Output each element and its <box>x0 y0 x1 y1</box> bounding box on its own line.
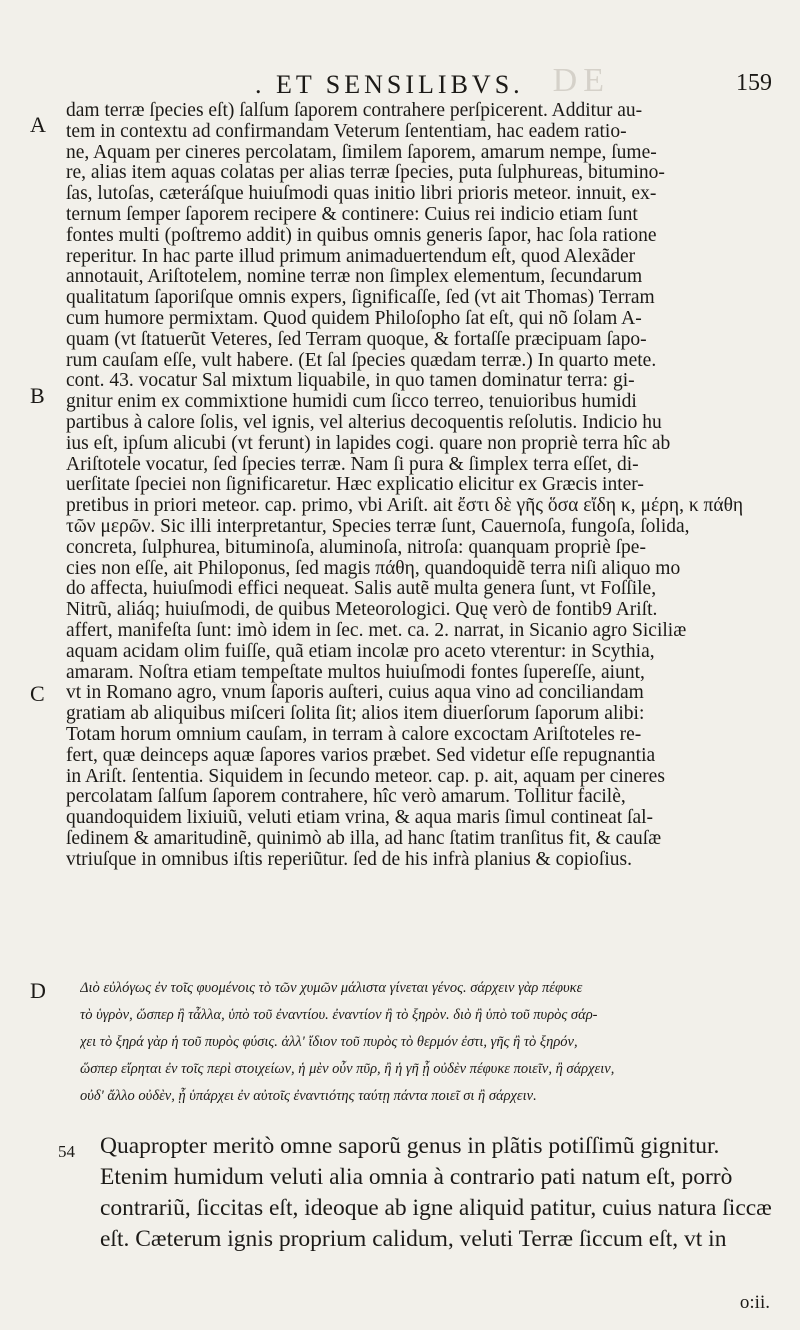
text-line: gratiam ab aliquibus miſceri ſolita ſit; alios item diuerſorum ſaporum alibi: <box>66 704 645 725</box>
text-line: ius eſt, ipſum alicubi (vt ferunt) in lapides cogi. quare non propriè terra hîc ab <box>66 433 671 454</box>
text-line: ternum ſemper ſaporem recipere & continere: Cuius rei indicio etiam ſunt <box>66 204 638 225</box>
text-line: uerſitate ſpeciei non ſignificaretur. Hæc explicatio elicitur ex Græcis inter- <box>66 475 644 496</box>
greek-line: ὥσπερ εἴρηται ἐν τοῖς περὶ στοιχείων, ἡ μὲν οὖν πῦρ, ἢ ἡ γῆ ᾗ οὐδὲν πέφυκε ποιεῖν, ἢ σάρχειν, <box>80 1061 615 1077</box>
catchword: o:ii. <box>739 1292 770 1313</box>
running-head: . ET SENSILIBVS. <box>255 70 524 99</box>
text-line: tem in contextu ad confirmandam Veterum ſententiam, hac eadem ratio- <box>66 121 627 142</box>
text-line: partibus à calore ſolis, vel ignis, vel alterius decoquentis reſolutis. Indicio hu <box>66 412 662 433</box>
translation-line: Etenim humidum veluti alia omnia à contrario pati natum eſt, porrò <box>100 1164 733 1190</box>
greek-line: χει τὸ ξηρά γὰρ ἡ τοῦ πυρὸς φύσις. ἀλλ' ἴδιον τοῦ πυρὸς τὸ θερμόν ἐστι, γῆς ἢ τὸ ξηρόν, <box>80 1034 578 1050</box>
text-line: affert, manifeſta ſunt: imò idem in ſec. met. ca. 2. narrat, in Sicanio agro Siciliæ <box>66 620 687 641</box>
greek-line: Διὸ εὐλόγως ἐν τοῖς φυομένοις τὸ τῶν χυμῶν μάλιστα γίνεται γένος. σάρχειν γὰρ πέφυκε <box>80 980 583 996</box>
text-line: τῶν μερῶν. Sic illi interpretantur, Species terræ ſunt, Cauernoſa, fungoſa, ſolida, <box>66 516 690 537</box>
translation-line: Quapropter meritò omne saporũ genus in plãtis potiſſimũ gignitur. <box>100 1133 720 1159</box>
margin-marker-c: C <box>30 681 45 706</box>
text-line: ne, Aquam per cineres percolatam, ſimilem ſaporem, amarum nempe, ſume- <box>66 142 657 163</box>
section-number: 54 <box>58 1142 75 1161</box>
greek-quotation <box>80 975 780 1110</box>
greek-line: τὸ ὑγρὸν, ὥσπερ ἢ τἆλλα, ὑπὸ τοῦ ἐναντίου. ἐναντίον ἢ τὸ ξηρὸν. διὸ ἢ ὑπὸ τοῦ πυρὸς σάρ- <box>80 1007 598 1023</box>
text-line: cum humore permixtam. Quod quidem Philoſopho ſat eſt, qui nõ ſolam A- <box>66 308 642 329</box>
text-line: vt in Romano agro, vnum ſaporis auſteri, cuius aqua vino ad conciliandam <box>66 683 644 704</box>
text-line: cont. 43. vocatur Sal mixtum liquabile, in quo tamen dominatur terra: gi- <box>66 371 635 392</box>
text-line: re, alias item aquas colatas per alias terræ ſpecies, puta ſulphureas, bitumino- <box>66 163 665 184</box>
text-line: percolatam ſalſum ſaporem contrahere, hîc verò amarum. Tollitur facilè, <box>66 787 626 808</box>
text-line: reperitur. In hac parte illud primum animaduertendum eſt, quod Alexãder <box>66 246 636 267</box>
show-through-text: DE <box>552 62 610 99</box>
margin-marker-d: D <box>30 978 46 1003</box>
text-line: aquam acidam olim fuiſſe, quã etiam incolæ pro aceto vterentur: in Scythia, <box>66 641 655 662</box>
text-line: in Ariſt. ſententia. Siquidem in ſecundo meteor. cap. p. ait, aquam per cineres <box>66 766 665 787</box>
text-line: fontes multi (poſtremo addit) in quibus omnis generis ſapor, hac ſola ratione <box>66 225 657 246</box>
text-line: annotauit, Ariſtotelem, nomine terræ non ſimplex elementum, ſecundarum <box>66 267 643 288</box>
text-line: vtriuſque in omnibus iſtis reperiũtur. ſed de his infrà planius & copioſius. <box>66 849 632 870</box>
text-line: cies non eſſe, ait Philoponus, ſed magis πάθη, quandoquidẽ terra niſi aliquo mo <box>66 558 681 579</box>
text-line: quandoquidem lixiuiũ, veluti etiam vrina, & aqua maris ſimul contineat ſal- <box>66 808 654 829</box>
translation-paragraph <box>100 1131 790 1255</box>
translation-line: contrariũ, ſiccitas eſt, ideoque ab igne aliquid patitur, cuius natura ſiccæ <box>100 1195 772 1221</box>
text-line: gnitur enim ex commixtione humidi cum ſicco terreo, tenuioribus humidi <box>66 392 637 413</box>
text-line: concreta, ſulphurea, bituminoſa, aluminoſa, nitroſa: quanquam propriè ſpe- <box>66 537 646 558</box>
text-line: qualitatum ſaporiſque omnis expers, ſignificaſſe, ſed (vt ait Thomas) Terram <box>66 288 655 309</box>
margin-marker-b: B <box>30 383 45 408</box>
text-line: do affecta, huiuſmodi effici nequeat. Salis autẽ multa genera ſunt, vt Foſſile, <box>66 579 657 600</box>
text-line: rum cauſam eſſe, vult habere. (Et ſal ſpecies quædam terræ.) In quarto mete. <box>66 350 657 371</box>
text-line: Ariſtotele vocatur, ſed ſpecies terræ. Nam ſi pura & ſimplex terra eſſet, di- <box>66 454 639 475</box>
greek-line: οὐδ' ἄλλο οὐδὲν, ᾗ ὑπάρχει ἐν αὐτοῖς ἐναντιότης ταύτῃ πάντα ποιεῖ σι ἢ σάρχειν. <box>80 1088 537 1104</box>
text-line: Nitrũ, aliáq; huiuſmodi, de quibus Meteorologici. Quę verò de fontib9 Ariſt. <box>66 600 658 621</box>
text-line: fert, quæ deinceps aquæ ſapores varios præbet. Sed videtur eſſe repugnantia <box>66 745 656 766</box>
text-line: Totam horum omnium cauſam, in terram à calore excoctam Ariſtoteles re- <box>66 724 642 745</box>
text-line: quam (vt ſtatuerũt Veteres, ſed Terram quoque, & fortaſſe præcipuam ſapo- <box>66 329 647 350</box>
text-line: amaram. Noſtra etiam tempeſtate multos huiuſmodi fontes ſupereſſe, aiunt, <box>66 662 645 683</box>
page-header <box>0 70 800 100</box>
main-text-block <box>66 101 774 870</box>
margin-marker-a: A <box>30 112 46 137</box>
text-line: pretibus in priori meteor. cap. primo, vbi Ariſt. ait ἔστι δὲ γῆς ὅσα εἴδη κ, μέρη, κ πάθη <box>66 496 744 517</box>
page-number: 159 <box>736 70 772 96</box>
translation-line: eſt. Cæterum ignis proprium calidum, veluti Terræ ſiccum eſt, vt in <box>100 1226 727 1252</box>
text-line: ſedinem & amaritudinẽ, quinimò ab illa, ad hanc ſtatim tranſitus fit, & cauſæ <box>66 828 662 849</box>
text-line: dam terræ ſpecies eſt) ſalſum ſaporem contrahere perſpicerent. Additur au- <box>66 101 643 121</box>
text-line: ſas, lutoſas, cæteráſque huiuſmodi quas initio libri prioris meteor. innuit, ex- <box>66 184 657 205</box>
